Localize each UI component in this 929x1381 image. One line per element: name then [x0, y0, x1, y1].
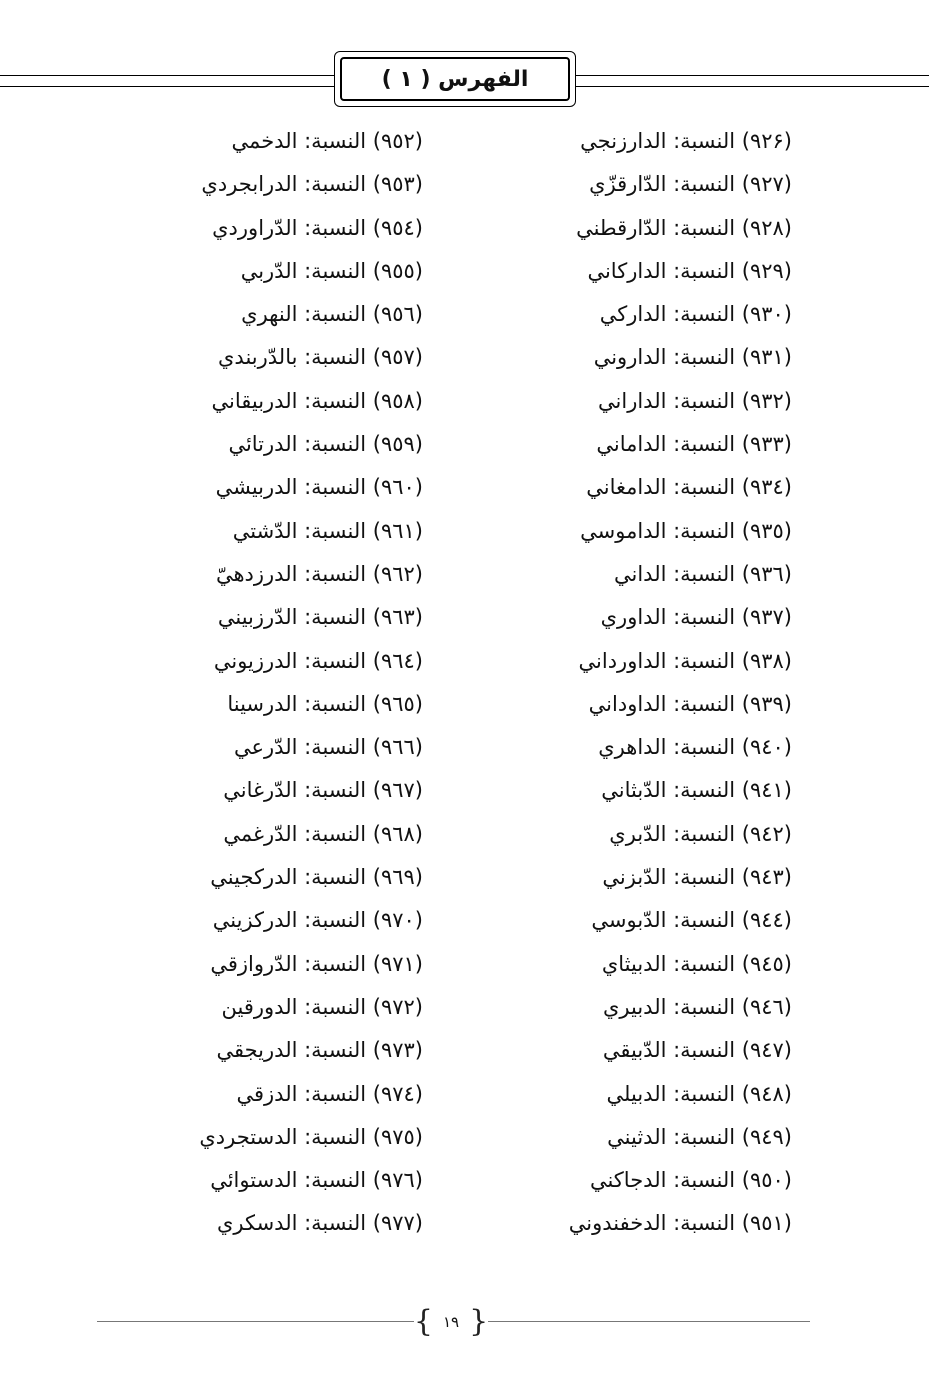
left-brace-ornament: { [413, 1304, 433, 1339]
index-entry: (۹٤٦) النسبة: الدبيري [602, 994, 792, 1019]
index-entry: (۹۲۷) النسبة: الدّارقزّي [589, 172, 792, 197]
index-entry: (۹٥٥) النسبة: الدّربي [240, 258, 423, 283]
index-column-left [63, 120, 423, 1246]
index-entry: (۹٤۷) النسبة: الدّبيقي [602, 1038, 792, 1063]
index-entry: (۹۲۸) النسبة: الدّارقطني [576, 215, 792, 240]
index-entry: (۹۲۹) النسبة: الداركاني [587, 258, 792, 283]
page-title: الفهرس ( ۱ ) [340, 57, 570, 101]
index-entry: (۹٥۷) النسبة: بالدّربندي [217, 345, 423, 370]
index-entry: (۹٤۳) النسبة: الدّبزني [602, 865, 792, 890]
index-entry: (۹۲۶) النسبة: الدارزنجي [580, 129, 792, 153]
index-entry: (۹٤۰) النسبة: الداهري [598, 735, 792, 760]
footer-rule-right [488, 1321, 810, 1322]
index-entry: (۹۳۱) النسبة: الداروني [593, 345, 792, 370]
index-entry: (۹٦۲) النسبة: الدرزدهيّ [215, 561, 423, 586]
right-brace-ornament: } [469, 1304, 489, 1339]
index-entry: (۹۷٤) النسبة: الدزقي [236, 1081, 423, 1106]
index-entry: (۹٦۱) النسبة: الدّشتي [232, 518, 423, 543]
index-entry: (۹۳۸) النسبة: الداورداني [578, 648, 792, 673]
index-entry: (۹۷۳) النسبة: الدريجقي [216, 1038, 423, 1063]
index-entry: (۹۳۹) النسبة: الداوداني [588, 691, 792, 716]
index-entry: (۹۳۷) النسبة: الداوري [600, 605, 792, 630]
index-entry: (۹۳۰) النسبة: الداركي [599, 302, 792, 327]
index-entry: (۹٤۸) النسبة: الدبيلي [606, 1081, 792, 1106]
index-entry: (۹٥۹) النسبة: الدرتائي [228, 432, 423, 457]
index-entry: (۹٦۸) النسبة: الدّرغمي [223, 821, 423, 846]
index-entry: (۹۷۲) النسبة: الدورقين [221, 994, 423, 1019]
index-entry: (۹٥۳) النسبة: الدرابجردي [201, 172, 423, 197]
index-entry: (۹٦٦) النسبة: الدّرعي [234, 735, 423, 760]
index-entry: (۹۳۳) النسبة: الداماني [596, 432, 792, 457]
index-entry: (۹٥۱) النسبة: الدخفندوني [568, 1211, 792, 1236]
index-column-right [432, 120, 792, 1246]
index-entry: (۹٤٥) النسبة: الدبيثاي [601, 951, 792, 976]
index-entry: (۹٤۱) النسبة: الدّبثاني [601, 778, 792, 803]
index-entry: (۹٤۲) النسبة: الدّبري [609, 821, 792, 846]
index-entry: (۹٤٤) النسبة: الدّبوسي [591, 908, 792, 933]
page-number: ۱۹ [442, 1313, 460, 1331]
page-number-frame [414, 1303, 488, 1341]
index-entry: (۹٥۸) النسبة: الدربيقاني [211, 388, 423, 413]
footer-rule-left [97, 1321, 414, 1322]
index-entry: (۹٥٦) النسبة: النهري [241, 302, 423, 327]
index-entry: (۹۷٥) النسبة: الدستجردي [199, 1124, 423, 1149]
index-entry: (۹۳٥) النسبة: الداموسي [580, 518, 792, 543]
index-entry: (۹۷۱) النسبة: الدّروازقي [210, 951, 423, 976]
index-entry: (۹۳٦) النسبة: الداني [613, 561, 792, 586]
index-entry: (۹۳٤) النسبة: الدامغاني [586, 475, 792, 500]
index-entry: (۹۷۷) النسبة: الدسكري [216, 1211, 423, 1236]
index-entry: (۹٦۹) النسبة: الدركجيني [210, 865, 423, 890]
index-entry: (۹٦٥) النسبة: الدرسينا [227, 691, 423, 716]
index-entry: (۹٦۰) النسبة: الدربيشي [215, 475, 423, 500]
index-entry: (۹٤۹) النسبة: الدثيني [607, 1124, 792, 1149]
index-entry: (۹٥۲) النسبة: الدخمي [231, 129, 423, 153]
index-entry: (۹۳۲) النسبة: الداراني [598, 388, 792, 413]
index-entry: (۹٦۳) النسبة: الدّرزبيني [217, 605, 423, 630]
title-frame [334, 51, 576, 107]
index-entry: (۹۷۰) النسبة: الدركزيني [212, 908, 423, 933]
index-entry: (۹٥۰) النسبة: الدجاكني [589, 1168, 792, 1193]
index-entry: (۹٦٤) النسبة: الدرزيوني [213, 648, 423, 673]
index-entry: (۹٦۷) النسبة: الدّرغاني [223, 778, 423, 803]
index-entry: (۹۷٦) النسبة: الدستوائي [210, 1168, 423, 1193]
index-entry: (۹٥٤) النسبة: الدّراوردي [212, 215, 423, 240]
